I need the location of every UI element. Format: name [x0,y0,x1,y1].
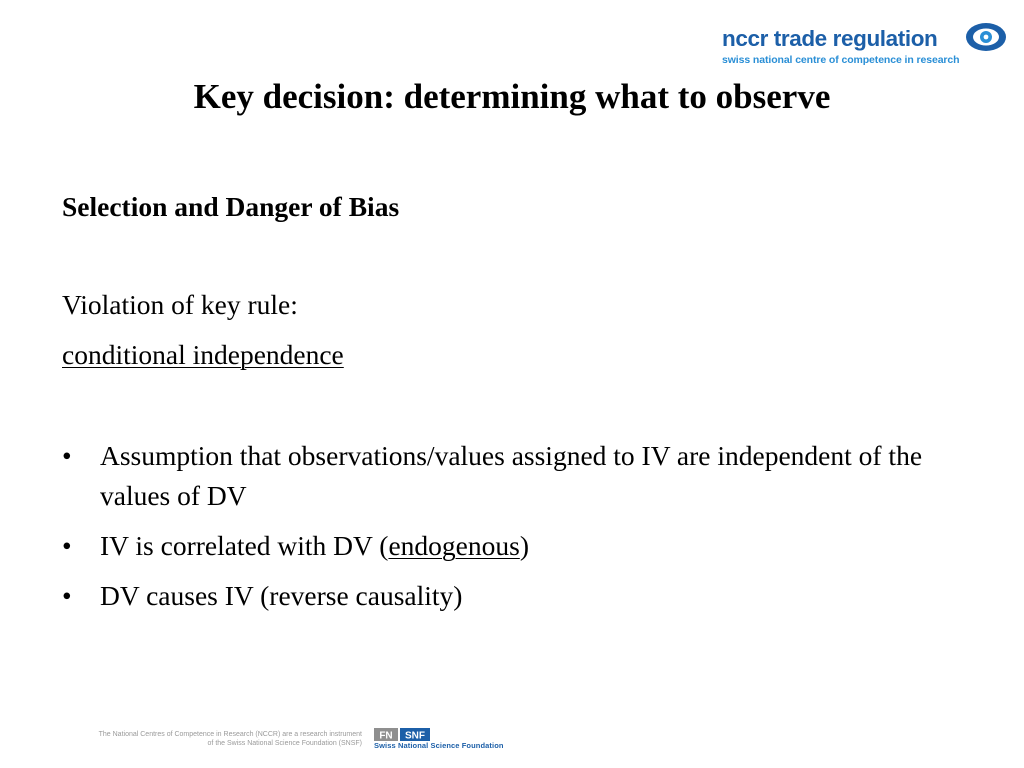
logo-name: nccr trade regulation [722,26,938,51]
bullet-text-underlined: endogenous [388,530,520,561]
rule-name: conditional independence [62,339,344,370]
fn-label: FN [379,730,393,741]
bullet-item [62,436,962,516]
bullet-icon: • [62,530,72,561]
foundation-name: Swiss National Science Foundation [374,741,504,750]
footer-note-line: of the Swiss National Science Foundation (SNSF) [207,740,362,747]
bullet-icon: • [62,580,72,611]
snsf-logo [374,728,504,752]
snf-label: SNF [405,730,425,741]
bullet-item [62,576,962,616]
footer-note [40,730,362,748]
bullet-item [62,526,962,566]
logo-tagline: swiss national centre of competence in research [722,54,960,66]
footer-note-line: The National Centres of Competence in Research (NCCR) are a research instrument [98,731,362,738]
bullet-text: Assumption that observations/values assigned to IV are independent of the values of DV [100,440,923,511]
bullet-text-before: IV is correlated with DV ( [100,530,389,561]
slide-subtitle: Selection and Danger of Bias [62,191,400,222]
fnsnf-mark-icon [374,728,430,741]
bullet-text: DV causes IV (reverse causality) [100,580,463,611]
bullet-list [62,436,962,626]
slide-title: Key decision: determining what to observe [193,77,831,116]
bullet-icon: • [62,440,72,471]
nccr-logo [722,20,1012,70]
bullet-text-after: ) [519,530,529,561]
rule-intro: Violation of key rule: [62,289,298,320]
eye-logo-icon [964,20,1008,54]
